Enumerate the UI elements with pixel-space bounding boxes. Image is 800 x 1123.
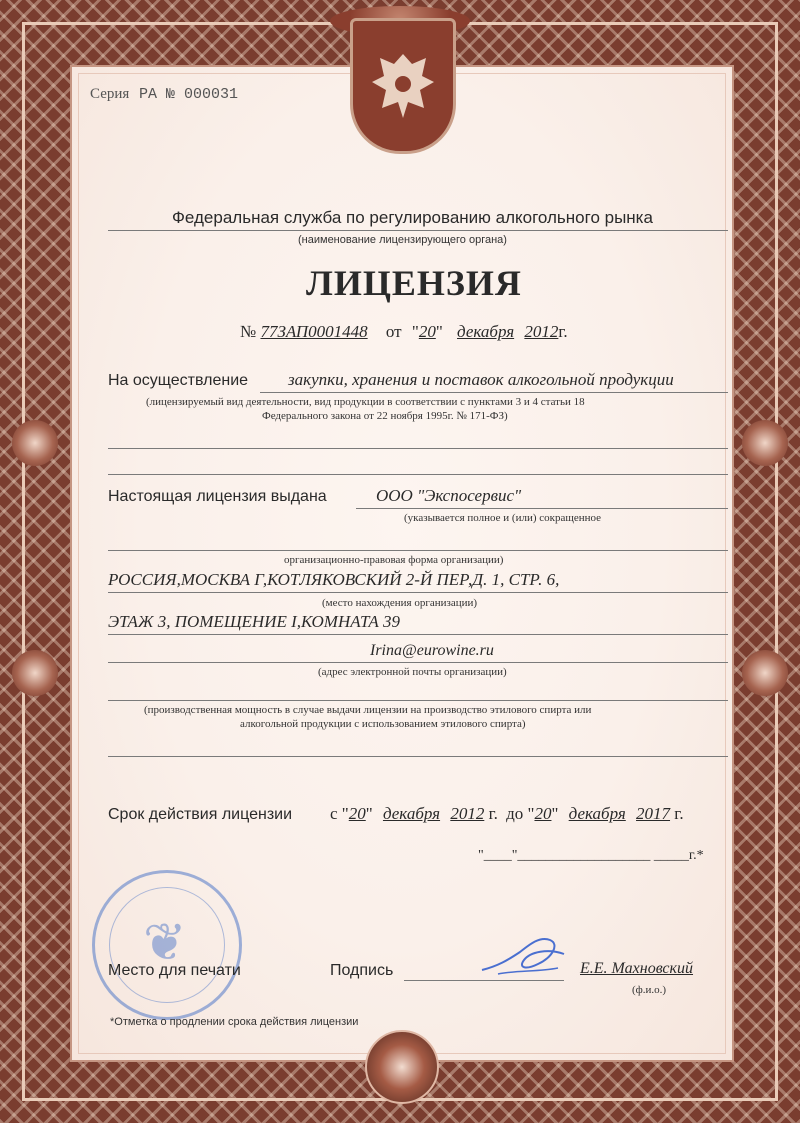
validity-from-day: 20 [348,804,366,823]
validity-to-g: г. [674,804,684,823]
extension-line: "____"___________________ _____г.* [478,848,704,863]
validity-label: Срок действия лицензии [108,806,293,823]
validity-to-prefix: до " [506,804,535,823]
blank-line-2 [108,474,728,475]
address-line-1: РОССИЯ,МОСКВА Г,КОТЛЯКОВСКИЙ 2-Й ПЕР,Д. 1, СТР. 6, [108,570,560,589]
validity-from-quote: " [365,804,373,823]
number-prefix: № [240,322,257,341]
issued-caption-2: организационно-правовая форма организации) [284,554,504,566]
address-line-2: ЭТАЖ 3, ПОМЕЩЕНИЕ I,КОМНАТА 39 [108,612,400,631]
organization-name: ООО "Экспосервис" [376,486,522,505]
capacity-caption-2: алкогольной продукции с использованием этилового спирта) [240,718,526,730]
year-suffix: г. [558,322,568,341]
signatory-name: Е.Е. Махновский [580,960,694,977]
capacity-caption-1: (производственная мощность в случае выдачи лицензии на производство этилового спирта или [144,704,592,716]
email-caption: (адрес электронной почты организации) [318,666,507,678]
validity-dates [330,804,684,824]
bottom-ornament [365,1030,439,1104]
capacity-blank-line [108,756,728,757]
authority-name: Федеральная служба по регулированию алкогольного рынка [172,208,653,227]
quote-close: " [435,322,443,341]
validity-to-quote: " [551,804,559,823]
org-form-line [108,550,728,551]
issue-month: декабря [457,322,515,341]
coat-of-arms-icon [350,18,456,154]
authority-caption: (наименование лицензирующего органа) [298,234,507,246]
signatory-caption: (ф.и.о.) [632,984,667,996]
address-underline-1 [108,592,728,593]
left-medallion-bottom [12,650,58,696]
validity-to-year: 2017 [636,804,671,823]
signature-underline [404,980,564,981]
activity-underline [260,392,728,393]
left-medallion-top [12,420,58,466]
number-from: от [385,322,402,341]
validity-to-month: декабря [568,804,626,823]
issue-day: 20 [418,322,436,341]
footnote: *Отметка о продлении срока действия лицензии [110,1016,359,1028]
right-medallion-top [742,420,788,466]
official-stamp [92,870,242,1020]
license-number: 77ЗАП0001448 [260,322,368,341]
handwritten-signature [478,930,568,980]
validity-from-g: г. [488,804,498,823]
activity-caption-1: (лицензируемый вид деятельности, вид продукции в соответствии с пунктами 3 и 4 статьи 18 [146,396,585,408]
address-underline-2 [108,634,728,635]
validity-from-prefix: с " [330,804,349,823]
issue-year: 2012 [524,322,559,341]
series-label: Серия [90,86,130,102]
stamp-eagle-icon: ❦ [143,915,187,972]
blank-line-1 [108,448,728,449]
validity-from-month: декабря [382,804,441,823]
address-caption: (место нахождения организации) [322,597,478,609]
issued-label: Настоящая лицензия выдана [108,488,327,505]
issued-underline [356,508,728,509]
validity-to-day: 20 [534,804,552,823]
email-underline [108,662,728,663]
document-title: ЛИЦЕНЗИЯ [306,263,522,303]
email-value: Irina@eurowine.ru [370,642,494,659]
activity-value: закупки, хранения и поставок алкогольной продукции [288,370,674,389]
issued-caption-1: (указывается полное и (или) сокращенное [404,512,602,524]
activity-label: На осуществление [108,372,249,389]
validity-from-year: 2012 [450,804,485,823]
right-medallion-bottom [742,650,788,696]
signature-label: Подпись [330,962,394,979]
series-code: РА № 000031 [139,86,239,103]
quote-open: " [411,322,419,341]
license-number-row [240,322,568,342]
activity-caption-2: Федерального закона от 22 ноября 1995г. № 171-ФЗ) [262,410,508,422]
authority-underline [108,230,728,231]
capacity-line [108,700,728,701]
stamp-place-label: Место для печати [108,962,241,979]
